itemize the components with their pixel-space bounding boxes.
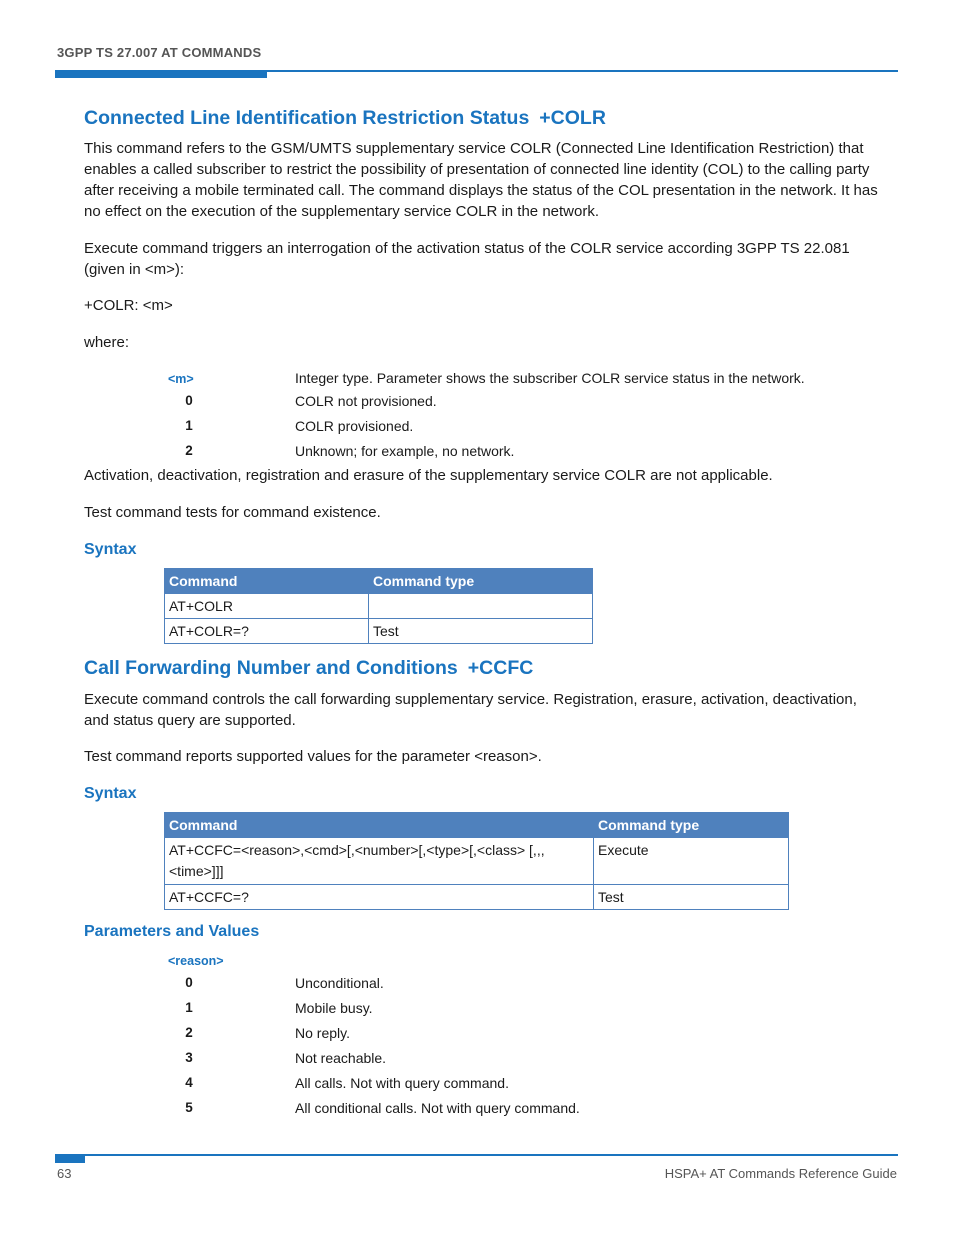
colr-paragraph-4: Test command tests for command existence.	[84, 504, 381, 521]
table-header-row	[165, 569, 593, 594]
table-row	[165, 885, 789, 910]
param-name-m: <m>	[168, 372, 194, 386]
table-cell	[369, 594, 593, 619]
ccfc-syntax-table	[164, 812, 789, 910]
value-key: 3	[185, 1050, 193, 1065]
ccfc-params-heading: Parameters and Values	[84, 923, 260, 940]
table-cell: Execute	[594, 838, 789, 885]
colr-paragraph-3: Activation, deactivation, registration and erasure of the supplementary service COLR are not applicable.	[84, 467, 773, 484]
colr-syntax-table	[164, 568, 593, 644]
ccfc-paragraph-1: Execute command controls the call forwarding supplementary service. Registration, erasure, activation, deactivation, and status query are supported.	[84, 691, 857, 729]
table-cell: AT+COLR=?	[165, 619, 369, 644]
table-row	[165, 594, 593, 619]
table-header-cell: Command type	[594, 813, 789, 838]
heading-text: Connected Line Identification Restriction Status	[84, 107, 530, 129]
heading-tag: +COLR	[539, 107, 606, 129]
heading-tag: +CCFC	[467, 657, 534, 679]
table-header-cell: Command type	[369, 569, 593, 594]
value-key: 4	[185, 1075, 193, 1090]
page-number: 63	[57, 1166, 72, 1181]
value-desc: Not reachable.	[295, 1050, 387, 1066]
ccfc-syntax-heading: Syntax	[84, 785, 137, 802]
value-desc: No reply.	[295, 1025, 350, 1041]
colr-paragraph-2: Execute command triggers an interrogation of the activation status of the COLR service according 3GPP TS 22.081 (given in <m>):	[84, 240, 850, 278]
value-desc: COLR provisioned.	[295, 418, 414, 434]
colr-syntax-heading: Syntax	[84, 541, 137, 558]
heading-text: Call Forwarding Number and Conditions	[84, 657, 458, 679]
value-desc: All conditional calls. Not with query command.	[295, 1100, 580, 1116]
value-key: 1	[185, 1000, 193, 1015]
value-desc: COLR not provisioned.	[295, 393, 437, 409]
value-key: 2	[185, 443, 193, 458]
document-title: HSPA+ AT Commands Reference Guide	[664, 1166, 897, 1181]
footer-rule-thin	[55, 1154, 898, 1156]
value-key: 0	[185, 393, 193, 408]
value-desc: Mobile busy.	[295, 1000, 373, 1016]
colr-paragraph-1: This command refers to the GSM/UMTS supplementary service COLR (Connected Line Identification Restriction) that enables a called subscriber to restrict the possibility of presentation of connected line identity (COL) to the calling party after receiving a mobile terminated call. The command displays the status of the COL presentation in the network. It has no effect on the execution of the supplementary service COLR in the network.	[84, 140, 878, 220]
colr-response-format: +COLR: <m>	[84, 297, 173, 314]
value-key: 0	[185, 975, 193, 990]
value-key: 1	[185, 418, 193, 433]
ccfc-paragraph-2: Test command reports supported values for the parameter <reason>.	[84, 748, 542, 765]
table-row	[165, 619, 593, 644]
value-desc: Unconditional.	[295, 975, 384, 991]
param-name-reason: <reason>	[168, 954, 224, 968]
footer-rule-thick	[55, 1154, 85, 1163]
table-row	[165, 838, 789, 885]
table-cell: AT+COLR	[165, 594, 369, 619]
table-header-row	[165, 813, 789, 838]
header-rule-thin	[55, 70, 898, 72]
section-heading-colr	[84, 107, 606, 130]
value-key: 2	[185, 1025, 193, 1040]
table-cell: AT+CCFC=?	[165, 885, 594, 910]
table-cell: Test	[369, 619, 593, 644]
table-cell: AT+CCFC=<reason>,<cmd>[,<number>[,<type>[,<class> [,,,<time>]]]	[165, 838, 594, 885]
table-header-cell: Command	[165, 813, 594, 838]
table-header-cell: Command	[165, 569, 369, 594]
table-cell: Test	[594, 885, 789, 910]
running-header: 3GPP TS 27.007 AT COMMANDS	[57, 45, 262, 60]
value-desc: Unknown; for example, no network.	[295, 443, 515, 459]
value-key: 5	[185, 1100, 193, 1115]
section-heading-ccfc	[84, 657, 533, 680]
value-desc: All calls. Not with query command.	[295, 1075, 509, 1091]
param-description-m: Integer type. Parameter shows the subscriber COLR service status in the network.	[295, 370, 805, 386]
colr-where-label: where:	[84, 334, 130, 351]
